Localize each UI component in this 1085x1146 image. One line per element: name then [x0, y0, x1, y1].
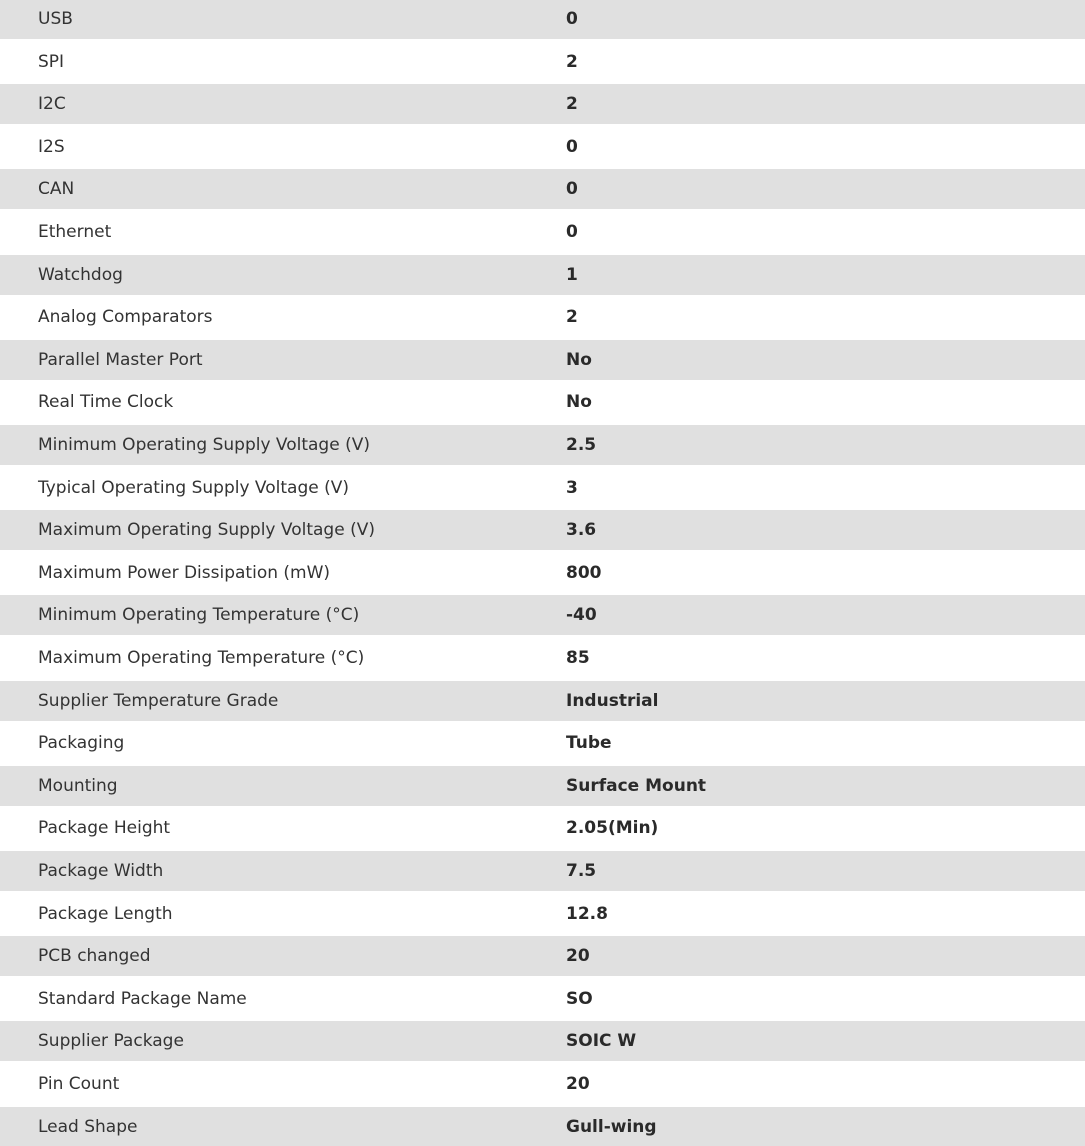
table-row [0, 169, 1085, 209]
spec-label: SPI [38, 52, 65, 72]
spec-value: 12.8 [566, 904, 608, 924]
spec-label: Packaging [38, 733, 125, 753]
table-row [0, 681, 1085, 721]
spec-value: Industrial [566, 691, 659, 711]
spec-value: No [566, 350, 592, 370]
spec-value: 2 [566, 307, 578, 327]
spec-value: 0 [566, 137, 578, 157]
table-row [0, 595, 1085, 635]
table-row [0, 1107, 1085, 1146]
spec-label: Maximum Power Dissipation (mW) [38, 563, 331, 583]
table-row [0, 340, 1085, 380]
spec-value: 3 [566, 478, 578, 498]
spec-label: Real Time Clock [38, 392, 174, 412]
table-row [0, 297, 1085, 337]
spec-value: 20 [566, 1074, 590, 1094]
table-row [0, 851, 1085, 891]
spec-label: Lead Shape [38, 1117, 138, 1137]
spec-label: Package Height [38, 818, 171, 838]
spec-value: 1 [566, 265, 578, 285]
spec-value: 0 [566, 179, 578, 199]
spec-label: Mounting [38, 776, 118, 796]
spec-value: 7.5 [566, 861, 597, 881]
spec-label: PCB changed [38, 946, 151, 966]
spec-label: Maximum Operating Temperature (°C) [38, 648, 365, 668]
spec-label: Typical Operating Supply Voltage (V) [38, 478, 349, 498]
table-row [0, 766, 1085, 806]
table-row [0, 425, 1085, 465]
spec-label: Parallel Master Port [38, 350, 203, 370]
spec-label: Package Length [38, 904, 173, 924]
spec-value: 0 [566, 222, 578, 242]
table-row [0, 638, 1085, 678]
spec-label: CAN [38, 179, 75, 199]
table-row [0, 979, 1085, 1019]
spec-value: SOIC W [566, 1031, 637, 1051]
spec-label: Watchdog [38, 265, 123, 285]
spec-value: 0 [566, 9, 578, 29]
spec-value: 2 [566, 52, 578, 72]
table-row [0, 1064, 1085, 1104]
spec-value: -40 [566, 605, 597, 625]
spec-value: 2 [566, 94, 578, 114]
table-row [0, 723, 1085, 763]
spec-label: Package Width [38, 861, 164, 881]
table-row [0, 382, 1085, 422]
spec-label: Pin Count [38, 1074, 120, 1094]
spec-value: Surface Mount [566, 776, 707, 796]
table-row [0, 468, 1085, 508]
spec-label: I2S [38, 137, 65, 157]
table-row [0, 894, 1085, 934]
spec-value: SO [566, 989, 593, 1009]
table-row [0, 212, 1085, 252]
spec-value: Gull-wing [566, 1117, 657, 1137]
spec-label: Standard Package Name [38, 989, 247, 1009]
table-row [0, 553, 1085, 593]
table-row [0, 0, 1085, 39]
spec-label: Analog Comparators [38, 307, 213, 327]
spec-value: No [566, 392, 592, 412]
spec-value: 800 [566, 563, 602, 583]
spec-label: Minimum Operating Supply Voltage (V) [38, 435, 370, 455]
spec-value: 2.5 [566, 435, 597, 455]
spec-label: Supplier Temperature Grade [38, 691, 279, 711]
table-row [0, 1021, 1085, 1061]
spec-label: USB [38, 9, 73, 29]
table-row [0, 255, 1085, 295]
spec-value: 3.6 [566, 520, 597, 540]
table-row [0, 127, 1085, 167]
spec-label: Maximum Operating Supply Voltage (V) [38, 520, 375, 540]
table-row [0, 936, 1085, 976]
spec-value: 20 [566, 946, 590, 966]
spec-value: 85 [566, 648, 590, 668]
spec-label: I2C [38, 94, 66, 114]
table-row [0, 84, 1085, 124]
table-row [0, 510, 1085, 550]
table-row [0, 808, 1085, 848]
spec-label: Supplier Package [38, 1031, 184, 1051]
spec-value: Tube [566, 733, 612, 753]
spec-label: Minimum Operating Temperature (°C) [38, 605, 360, 625]
table-row [0, 42, 1085, 82]
spec-value: 2.05(Min) [566, 818, 659, 838]
spec-label: Ethernet [38, 222, 112, 242]
